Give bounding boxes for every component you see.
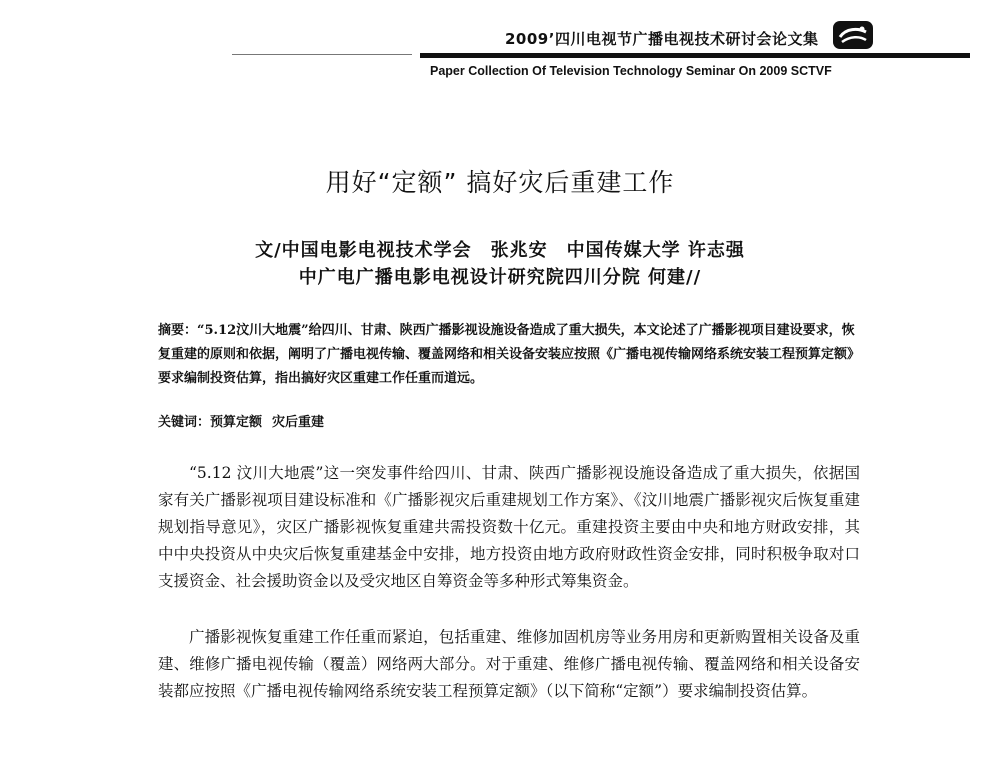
abstract-text: “5.12汶川大地震”给四川、甘肃、陕西广播影视设施设备造成了重大损失，本文论述了广播影视项目建设要求，恢复重建的原则和依据，阐明了广播电视传输、覆盖网络和相关设备安装应按照《广播电视传输网络系统安装工程预算定额》要求编制投资估算，指出搞好灾区重建工作任重而道远。 [158, 323, 861, 386]
body-paragraph-2: 广播影视恢复重建工作任重而紧迫，包括重建、维修加固机房等业务用房和更新购置相关设备及重建、维修广播电视传输（覆盖）网络两大部分。对于重建、维修广播电视传输、覆盖网络和相关设备安装都应按照《广播电视传输网络系统安装工程预算定额》（以下简称“定额”）要求编制投资估算。 [158, 628, 860, 700]
abstract [158, 319, 860, 391]
keyword-item: 灾后重建 [272, 415, 325, 430]
header-title-en: Paper Collection Of Television Technology Seminar On 2009 SCTVF [430, 64, 832, 78]
article-title: 用好“定额” 搞好灾后重建工作 [325, 168, 675, 197]
keywords [158, 411, 334, 430]
body-paragraph-1: “5.12 汶川大地震”这一突发事件给四川、甘肃、陕西广播影视设施设备造成了重大损失，依据国家有关广播影视项目建设标准和《广播影视灾后重建规划工作方案》、《汶川地震广播影视灾后恢复重建规划指导意见》，灾区广播影视恢复重建共需投资数十亿元。重建投资主要由中央和地方财政安排，其中中央投资从中央灾后恢复重建基金中安排，地方投资由地方政府财政性资金安排，同时积极争取对口支援资金、社会援助资金以及受灾地区自筹资金等多种形式筹集资金。 [158, 464, 860, 590]
keywords-label: 关键词： [158, 415, 211, 430]
keyword-item: 预算定额 [210, 415, 263, 430]
header-title-cn: 2009’四川电视节广播电视技术研讨会论文集 [505, 30, 819, 48]
header-rule-thick [420, 53, 970, 58]
seminar-logo-icon [832, 20, 874, 50]
authors-line-2: 中广电广播电影电视设计研究院四川分院 何建// [298, 267, 702, 288]
authors-line-1: 文/中国电影电视技术学会 张兆安 中国传媒大学 许志强 [255, 240, 745, 261]
header-rule-thin [232, 54, 412, 55]
abstract-label: 摘要： [158, 323, 198, 338]
